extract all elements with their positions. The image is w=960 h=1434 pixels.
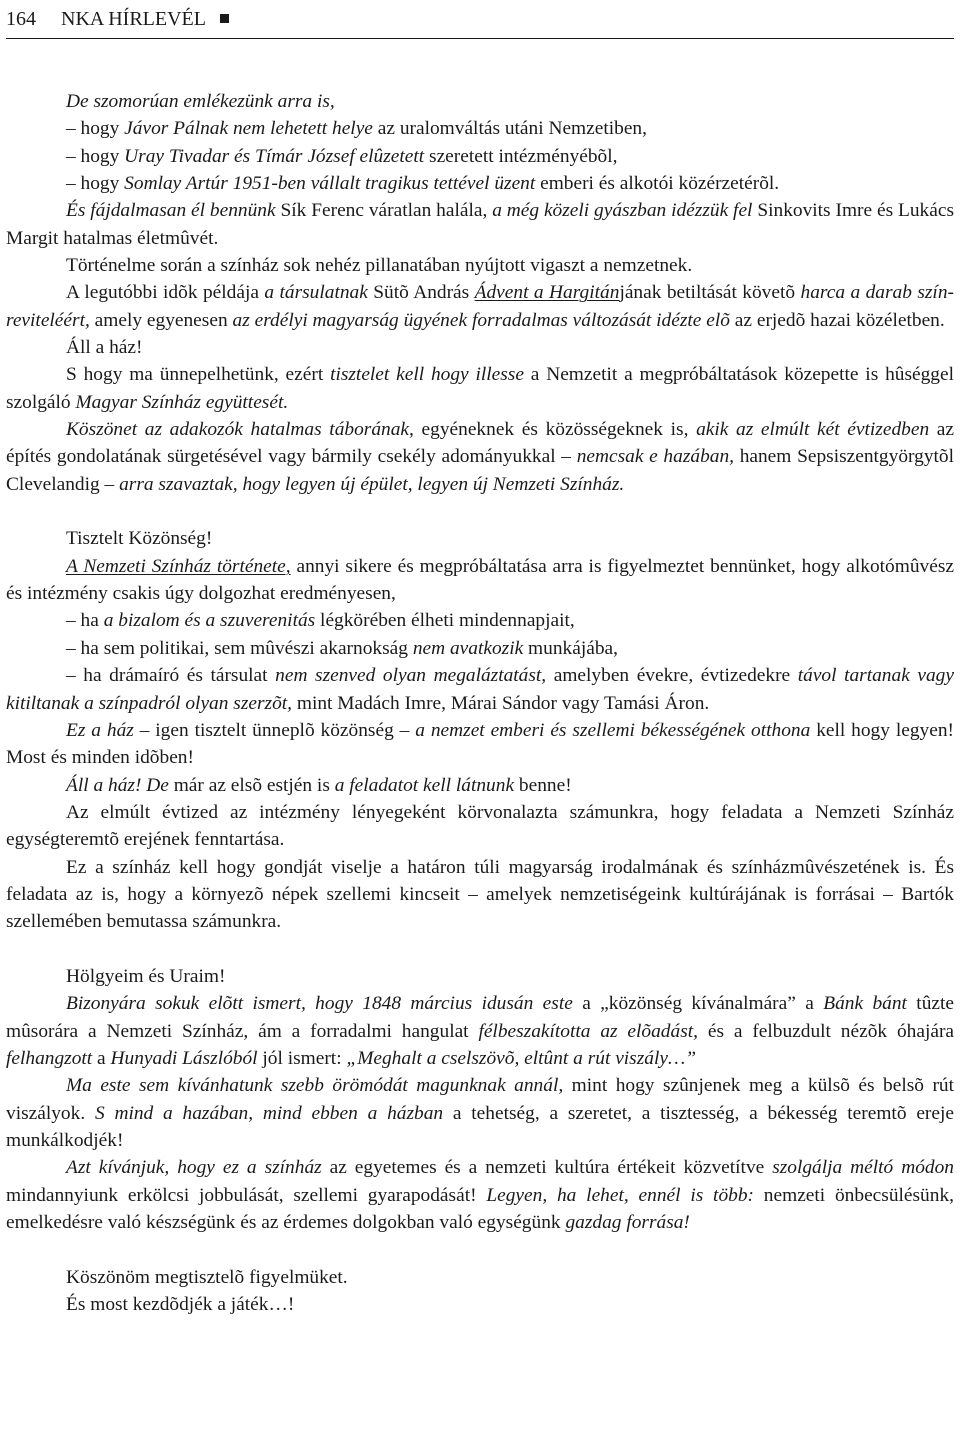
text-run: az egyetemes és a nemzeti kultúra értékeit közvetítve	[321, 1157, 773, 1179]
text-run: Ez a ház	[66, 719, 134, 741]
text-run: akik az elmúlt két évtizedben	[696, 419, 930, 441]
text-run: az erjedõ hazai közéletben.	[729, 309, 945, 331]
text-run: már az elsõ estjén is	[168, 774, 335, 796]
text-run: nem avatkozik	[412, 637, 524, 659]
text-run: Köszönöm megtisztelõ figyelmüket.	[66, 1266, 348, 1288]
paragraph	[6, 1072, 954, 1154]
text-run: a Nemzetit a megpróbáltatások közepette is hûséggel szolgáló	[6, 364, 954, 413]
text-run: De	[141, 774, 169, 796]
text-run: Hunyadi Lászlóból	[110, 1047, 258, 1069]
text-run: nemcsak e hazában,	[576, 446, 734, 468]
text-run: Köszönet az adakozók hatalmas táborának,	[66, 419, 414, 441]
text-run: És most kezdõdjék a játék…!	[66, 1293, 295, 1315]
paragraph	[6, 1291, 954, 1318]
text-run: jól ismert:	[257, 1047, 347, 1069]
paragraph	[6, 115, 954, 142]
text-run: „Meghalt a cselszövõ, eltûnt a rút viszály…”	[346, 1047, 696, 1069]
text-run: egyéneknek és közösségeknek is,	[413, 419, 697, 441]
text-run: Legyen, ha lehet, ennél is több:	[486, 1184, 754, 1206]
text-run: amelyben évekre, évtizedekre	[546, 665, 798, 687]
text-run: nemzeti önbecsülésünk, emelkedésre való készségünk és az érdemes dolgokban való egységünk	[6, 1184, 954, 1233]
text-run: S hogy ma ünnepelhetünk, ezért	[66, 364, 331, 386]
text-run: emberi és alkotói közérzetérõl.	[535, 173, 780, 195]
text-run: Ádvent a Hargitán	[474, 282, 620, 304]
text-run: De szomorúan emlékezünk arra is,	[66, 91, 335, 112]
text-run: Hölgyeim és Uraim!	[66, 965, 226, 987]
text-run: felhangzott	[6, 1047, 93, 1069]
paragraph	[6, 772, 954, 799]
text-run: arra szavaztak, hogy legyen új épület, legyen új Nemzeti Színház.	[119, 473, 625, 495]
text-run: annyi sikere és megpróbáltatása arra is figyelmeztet bennünket, hogy alkotómûvész és intézmény csakis úgy dolgozhat eredményesen,	[6, 555, 954, 605]
text-run: Áll a ház!	[66, 337, 143, 359]
text-run: a feladatot kell látnunk	[334, 774, 515, 796]
text-run: Sütõ András	[367, 282, 475, 304]
paragraph	[6, 170, 954, 197]
text-run: és a felbuzdult nézõk óhajára	[697, 1020, 955, 1042]
text-run: mint Madách Imre, Márai Sándor vagy Tamási Áron.	[292, 692, 710, 714]
text-run: A Nemzeti Színház története,	[66, 555, 291, 577]
text-run: – ha drámaíró és társulat	[66, 665, 276, 687]
text-run: Magyar Színház együttesét.	[75, 391, 289, 413]
text-run: – hogy	[66, 173, 125, 195]
paragraph	[6, 717, 954, 772]
paragraph	[6, 143, 954, 170]
text-run: a „közönség kívánalmára” a	[572, 993, 824, 1015]
paragraph	[6, 197, 954, 252]
text-run: tûzte mûsorára a Nemzeti Színház, ám a forradalmi hangulat	[6, 993, 954, 1042]
text-run: Sík Ferenc váratlan halála,	[275, 200, 493, 222]
paragraph	[6, 553, 954, 608]
text-run: Áll a ház!	[66, 774, 142, 796]
text-run: – ha sem politikai, sem mûvészi akarnokság	[66, 637, 413, 659]
text-run: kell hogy legyen! Most és minden idõben!	[6, 719, 954, 769]
text-run: a bizalom és a szuverenitás	[103, 610, 316, 632]
paragraph	[6, 525, 954, 552]
text-run: Ez a színház kell hogy gondját viselje a határon túli magyarság irodalmának és színházmûvészetének is. És feladata az is, hogy a környezõ népek szellemi kincseit – amelyek nemzetiségeink kultúrájának is forrásai – Bartók szellemében bemutassa számunkra.	[6, 856, 954, 933]
text-run: mindannyiunk erkölcsi jobbulását, szellemi gyarapodását!	[6, 1184, 487, 1206]
paragraph	[6, 799, 954, 854]
text-run: félbeszakította az elõadást,	[478, 1020, 698, 1042]
text-run: hanem Sepsiszentgyörgytõl Clevelandig –	[6, 446, 954, 495]
text-run: a társulatnak	[264, 282, 368, 304]
text-run: És fájdalmasan él bennünk	[66, 200, 276, 222]
text-run: A legutóbbi idõk példája	[66, 282, 265, 304]
paragraph	[6, 607, 954, 634]
text-run: távol tartanak vagy kitiltanak a színpadról olyan szerzõt,	[6, 665, 954, 714]
paragraph	[6, 252, 954, 279]
square-bullet-icon	[220, 14, 229, 23]
text-run: Történelme során a színház sok nehéz pillanatában nyújtott vigaszt a nemzetnek.	[66, 255, 693, 277]
text-run: Uray Tivadar és Tímár József elûzetett	[124, 145, 425, 167]
text-run: benne!	[514, 774, 572, 796]
text-run: Somlay Artúr 1951-ben vállalt tragikus tettével üzent	[124, 173, 536, 195]
text-run: amely egyenesen	[89, 309, 233, 331]
paragraph	[6, 1264, 954, 1291]
text-run: szolgálja méltó módon	[772, 1157, 954, 1179]
text-run: az uralomváltás utáni Nemzetiben,	[372, 118, 647, 140]
paragraph	[6, 854, 954, 936]
text-run: Tisztelt Közönség!	[66, 528, 213, 550]
text-run: Ma este sem kívánhatunk szebb örömódát magunknak annál,	[66, 1075, 564, 1097]
text-run: Jávor Pálnak nem lehetett helye	[124, 118, 373, 140]
paragraph	[6, 963, 954, 990]
text-run: S mind a hazában, mind ebben a házban	[94, 1102, 444, 1124]
text-run: – hogy	[66, 118, 125, 140]
text-run: – ha	[66, 610, 104, 632]
text-run: tisztelet kell hogy illesse	[330, 364, 524, 386]
paragraph	[6, 361, 954, 416]
running-header	[6, 6, 229, 32]
text-run: Sinkovits Imre és Lukács Margit hatalmas életmûvét.	[6, 200, 954, 249]
paragraph	[6, 990, 954, 1072]
text-run: munkájába,	[523, 637, 618, 659]
text-run: szeretett intézményébõl,	[424, 145, 618, 167]
text-run: Bánk bánt	[823, 993, 907, 1015]
text-run: – igen tisztelt ünneplõ közönség –	[133, 719, 416, 741]
text-run: Az elmúlt évtized az intézmény lényegeként körvonalazta számunkra, hogy feladata a Nemzeti Színház egységteremtõ erejének fenntartása.	[6, 801, 954, 851]
paragraph	[6, 279, 954, 334]
paragraph	[6, 662, 954, 717]
text-run: a nemzet emberi és szellemi békességének otthona	[415, 719, 811, 741]
publication-title: NKA HÍRLEVÉL	[61, 8, 206, 30]
paragraph	[6, 635, 954, 662]
text-run: az építés gondolatának sürgetésével vagy bármily csekély adományukkal –	[6, 419, 955, 468]
text-run: légkörében élheti mindennapjait,	[315, 610, 575, 632]
header-rule	[6, 38, 954, 39]
text-run: jának betiltását követõ	[619, 282, 801, 304]
text-run: a tehetség, a szeretet, a tisztesség, a békesség teremtõ ereje munkálkodjék!	[6, 1102, 954, 1151]
page-number: 164	[6, 8, 36, 30]
paragraph	[6, 1154, 954, 1236]
body-text	[6, 88, 954, 1318]
text-run: Bizonyára sokuk elõtt ismert, hogy 1848 március idusán este	[66, 993, 573, 1015]
paragraph	[6, 334, 954, 361]
text-run: a még közeli gyászban idézzük fel	[492, 200, 753, 222]
text-run: Azt kívánjuk, hogy ez a színház	[66, 1157, 322, 1179]
text-run: gazdag forrása!	[565, 1212, 690, 1233]
text-run: a	[92, 1047, 111, 1069]
text-run: az erdélyi magyarság ügyének forradalmas változását idézte elõ	[232, 309, 730, 331]
text-run: – hogy	[66, 145, 125, 167]
paragraph	[6, 88, 954, 115]
text-run: nem szenved olyan megaláztatást,	[275, 665, 547, 687]
text-run: mint hogy szûnjenek meg a külsõ és belsõ rút viszályok.	[6, 1075, 954, 1124]
paragraph	[6, 416, 954, 498]
text-run: harca a darab színreviteléért,	[6, 282, 954, 331]
